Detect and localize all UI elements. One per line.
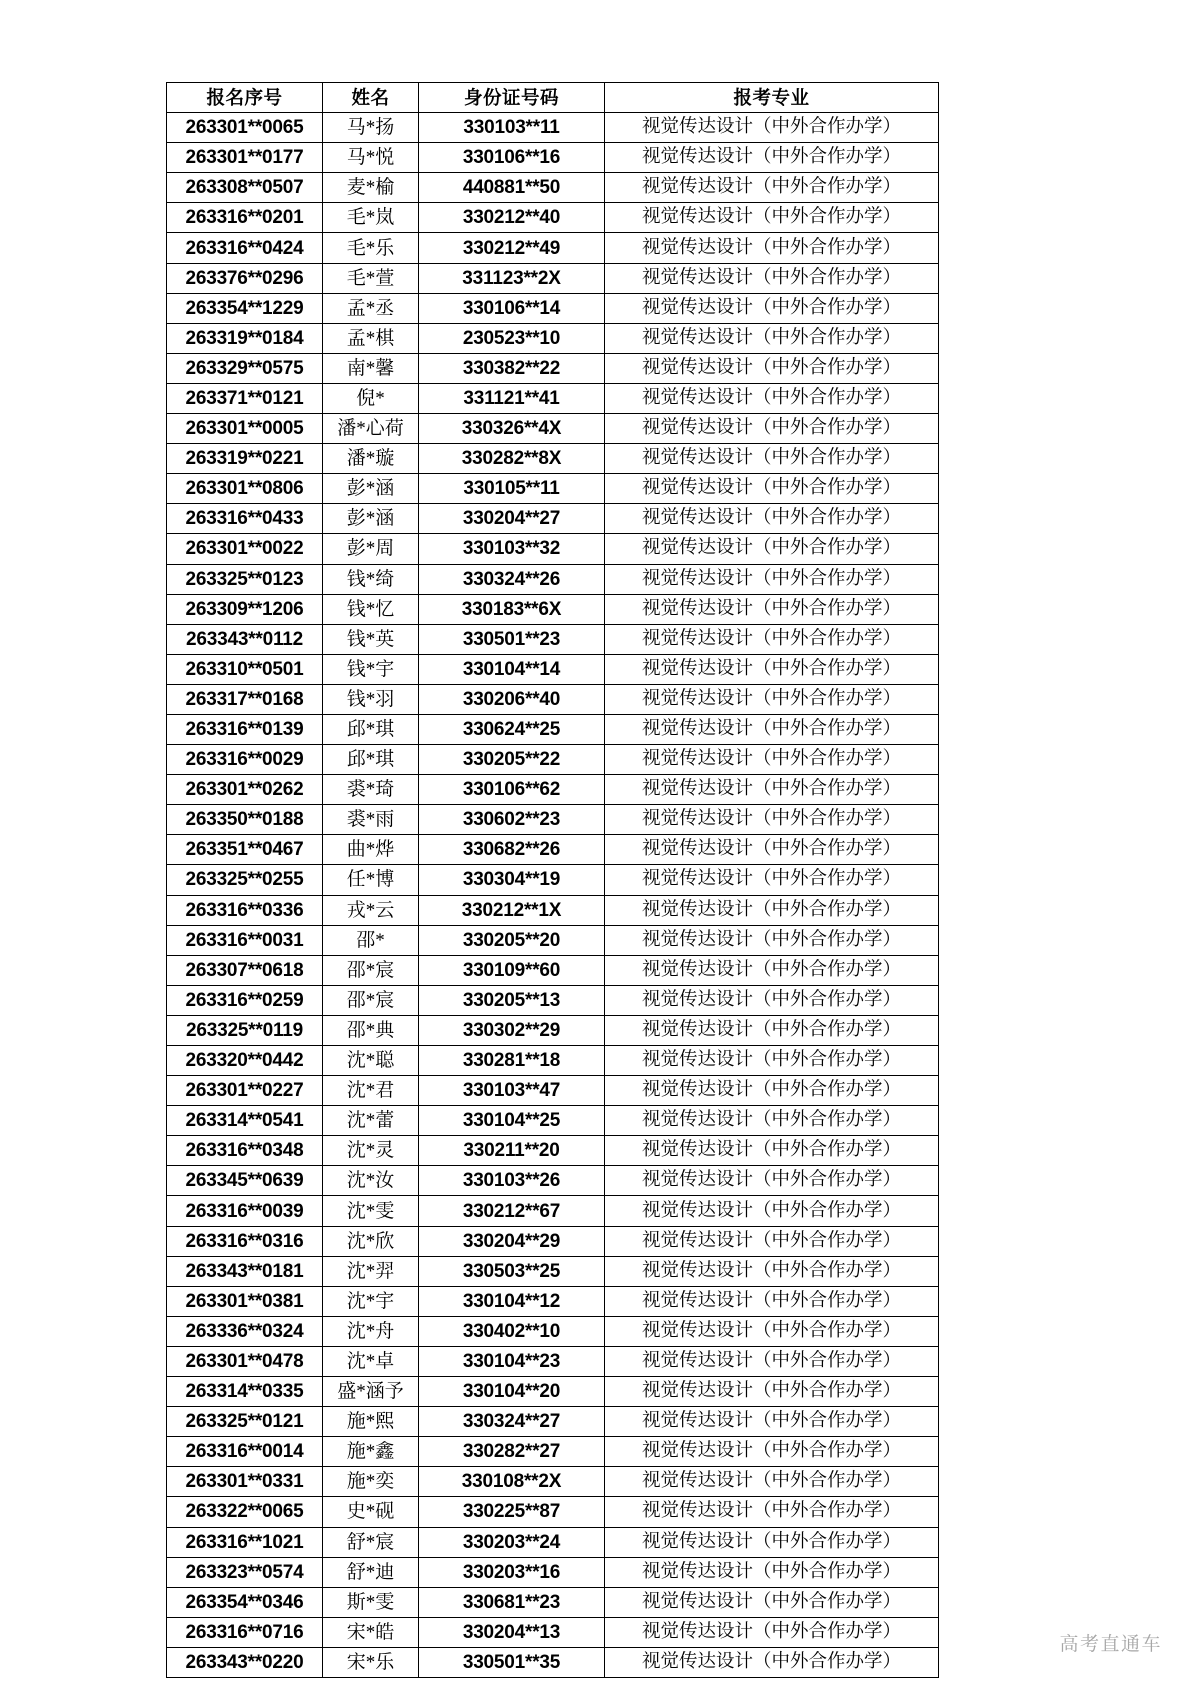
cell-applied-major: 视觉传达设计（中外合作办学） bbox=[605, 865, 939, 895]
cell-candidate-name: 邱*琪 bbox=[323, 714, 419, 744]
cell-id-number: 330103**47 bbox=[419, 1076, 605, 1106]
table-row bbox=[167, 1557, 939, 1587]
cell-candidate-name: 沈*聪 bbox=[323, 1046, 419, 1076]
cell-registration-number: 263308**0507 bbox=[167, 173, 323, 203]
cell-id-number: 330106**14 bbox=[419, 293, 605, 323]
cell-registration-number: 263309**1206 bbox=[167, 594, 323, 624]
table-row bbox=[167, 383, 939, 413]
cell-candidate-name: 曲*烨 bbox=[323, 835, 419, 865]
cell-candidate-name: 裘*雨 bbox=[323, 805, 419, 835]
table-row bbox=[167, 203, 939, 233]
cell-applied-major: 视觉传达设计（中外合作办学） bbox=[605, 1377, 939, 1407]
cell-id-number: 330104**12 bbox=[419, 1286, 605, 1316]
table-row bbox=[167, 1527, 939, 1557]
cell-applied-major: 视觉传达设计（中外合作办学） bbox=[605, 1046, 939, 1076]
cell-applied-major: 视觉传达设计（中外合作办学） bbox=[605, 775, 939, 805]
cell-candidate-name: 沈*灵 bbox=[323, 1136, 419, 1166]
table-row bbox=[167, 113, 939, 143]
cell-registration-number: 263301**0331 bbox=[167, 1467, 323, 1497]
cell-registration-number: 263376**0296 bbox=[167, 263, 323, 293]
cell-registration-number: 263316**0029 bbox=[167, 745, 323, 775]
table-row bbox=[167, 835, 939, 865]
cell-registration-number: 263343**0112 bbox=[167, 624, 323, 654]
column-header-major: 报考专业 bbox=[605, 83, 939, 113]
cell-registration-number: 263301**0478 bbox=[167, 1346, 323, 1376]
cell-id-number: 330212**1X bbox=[419, 895, 605, 925]
cell-candidate-name: 盛*涵予 bbox=[323, 1377, 419, 1407]
cell-candidate-name: 毛*岚 bbox=[323, 203, 419, 233]
cell-registration-number: 263301**0005 bbox=[167, 414, 323, 444]
cell-registration-number: 263316**0259 bbox=[167, 985, 323, 1015]
cell-candidate-name: 孟*棋 bbox=[323, 323, 419, 353]
cell-applied-major: 视觉传达设计（中外合作办学） bbox=[605, 1467, 939, 1497]
table-row bbox=[167, 504, 939, 534]
cell-id-number: 330324**26 bbox=[419, 564, 605, 594]
cell-applied-major: 视觉传达设计（中外合作办学） bbox=[605, 1527, 939, 1557]
cell-applied-major: 视觉传达设计（中外合作办学） bbox=[605, 323, 939, 353]
cell-id-number: 331123**2X bbox=[419, 263, 605, 293]
cell-registration-number: 263316**0716 bbox=[167, 1617, 323, 1647]
cell-applied-major: 视觉传达设计（中外合作办学） bbox=[605, 1166, 939, 1196]
cell-applied-major: 视觉传达设计（中外合作办学） bbox=[605, 564, 939, 594]
cell-registration-number: 263354**1229 bbox=[167, 293, 323, 323]
table-row bbox=[167, 474, 939, 504]
cell-id-number: 331121**41 bbox=[419, 383, 605, 413]
cell-candidate-name: 沈*羿 bbox=[323, 1256, 419, 1286]
cell-candidate-name: 宋*皓 bbox=[323, 1617, 419, 1647]
table-row bbox=[167, 564, 939, 594]
cell-id-number: 330212**67 bbox=[419, 1196, 605, 1226]
cell-applied-major: 视觉传达设计（中外合作办学） bbox=[605, 745, 939, 775]
cell-id-number: 330681**23 bbox=[419, 1587, 605, 1617]
table-row bbox=[167, 1497, 939, 1527]
cell-id-number: 330103**26 bbox=[419, 1166, 605, 1196]
cell-applied-major: 视觉传达设计（中外合作办学） bbox=[605, 263, 939, 293]
cell-id-number: 330501**35 bbox=[419, 1647, 605, 1677]
cell-id-number: 330225**87 bbox=[419, 1497, 605, 1527]
cell-applied-major: 视觉传达设计（中外合作办学） bbox=[605, 1106, 939, 1136]
cell-registration-number: 263336**0324 bbox=[167, 1316, 323, 1346]
cell-applied-major: 视觉传达设计（中外合作办学） bbox=[605, 203, 939, 233]
cell-id-number: 330282**27 bbox=[419, 1437, 605, 1467]
table-row bbox=[167, 1377, 939, 1407]
table-row bbox=[167, 1407, 939, 1437]
cell-applied-major: 视觉传达设计（中外合作办学） bbox=[605, 1286, 939, 1316]
cell-candidate-name: 沈*舟 bbox=[323, 1316, 419, 1346]
cell-registration-number: 263316**0201 bbox=[167, 203, 323, 233]
table-row bbox=[167, 1467, 939, 1497]
cell-id-number: 330501**23 bbox=[419, 624, 605, 654]
cell-registration-number: 263316**0316 bbox=[167, 1226, 323, 1256]
cell-registration-number: 263316**0433 bbox=[167, 504, 323, 534]
cell-candidate-name: 邱*琪 bbox=[323, 745, 419, 775]
table-row bbox=[167, 1587, 939, 1617]
table-row bbox=[167, 1226, 939, 1256]
cell-id-number: 330402**10 bbox=[419, 1316, 605, 1346]
cell-registration-number: 263316**0336 bbox=[167, 895, 323, 925]
cell-applied-major: 视觉传达设计（中外合作办学） bbox=[605, 534, 939, 564]
cell-id-number: 330682**26 bbox=[419, 835, 605, 865]
cell-registration-number: 263301**0262 bbox=[167, 775, 323, 805]
cell-registration-number: 263310**0501 bbox=[167, 654, 323, 684]
cell-registration-number: 263301**0022 bbox=[167, 534, 323, 564]
table-row bbox=[167, 414, 939, 444]
cell-applied-major: 视觉传达设计（中外合作办学） bbox=[605, 624, 939, 654]
cell-id-number: 330304**19 bbox=[419, 865, 605, 895]
table-row bbox=[167, 594, 939, 624]
table-row bbox=[167, 805, 939, 835]
cell-applied-major: 视觉传达设计（中外合作办学） bbox=[605, 1407, 939, 1437]
table-row bbox=[167, 293, 939, 323]
table-row bbox=[167, 1647, 939, 1677]
table-row bbox=[167, 775, 939, 805]
cell-candidate-name: 孟*丞 bbox=[323, 293, 419, 323]
table-header-row bbox=[167, 83, 939, 113]
table-row bbox=[167, 1346, 939, 1376]
cell-registration-number: 263301**0227 bbox=[167, 1076, 323, 1106]
cell-candidate-name: 潘*璇 bbox=[323, 444, 419, 474]
table-row bbox=[167, 955, 939, 985]
cell-registration-number: 263345**0639 bbox=[167, 1166, 323, 1196]
cell-candidate-name: 宋*乐 bbox=[323, 1647, 419, 1677]
cell-applied-major: 视觉传达设计（中外合作办学） bbox=[605, 504, 939, 534]
cell-registration-number: 263320**0442 bbox=[167, 1046, 323, 1076]
cell-applied-major: 视觉传达设计（中外合作办学） bbox=[605, 1437, 939, 1467]
cell-id-number: 330104**25 bbox=[419, 1106, 605, 1136]
cell-applied-major: 视觉传达设计（中外合作办学） bbox=[605, 1557, 939, 1587]
cell-candidate-name: 邵* bbox=[323, 925, 419, 955]
cell-candidate-name: 斯*雯 bbox=[323, 1587, 419, 1617]
cell-id-number: 330203**16 bbox=[419, 1557, 605, 1587]
cell-candidate-name: 施*熙 bbox=[323, 1407, 419, 1437]
cell-applied-major: 视觉传达设计（中外合作办学） bbox=[605, 1226, 939, 1256]
cell-registration-number: 263316**0031 bbox=[167, 925, 323, 955]
cell-candidate-name: 麦*榆 bbox=[323, 173, 419, 203]
cell-registration-number: 263354**0346 bbox=[167, 1587, 323, 1617]
cell-registration-number: 263301**0065 bbox=[167, 113, 323, 143]
cell-applied-major: 视觉传达设计（中外合作办学） bbox=[605, 805, 939, 835]
table-row bbox=[167, 1106, 939, 1136]
cell-applied-major: 视觉传达设计（中外合作办学） bbox=[605, 444, 939, 474]
cell-registration-number: 263351**0467 bbox=[167, 835, 323, 865]
cell-candidate-name: 史*砚 bbox=[323, 1497, 419, 1527]
cell-id-number: 330106**62 bbox=[419, 775, 605, 805]
cell-applied-major: 视觉传达设计（中外合作办学） bbox=[605, 143, 939, 173]
cell-candidate-name: 施*鑫 bbox=[323, 1437, 419, 1467]
table-row bbox=[167, 1286, 939, 1316]
cell-candidate-name: 钱*忆 bbox=[323, 594, 419, 624]
cell-candidate-name: 毛*乐 bbox=[323, 233, 419, 263]
table-row bbox=[167, 654, 939, 684]
cell-registration-number: 263329**0575 bbox=[167, 353, 323, 383]
roster-table bbox=[166, 82, 939, 1678]
cell-applied-major: 视觉传达设计（中外合作办学） bbox=[605, 594, 939, 624]
cell-applied-major: 视觉传达设计（中外合作办学） bbox=[605, 1346, 939, 1376]
cell-applied-major: 视觉传达设计（中外合作办学） bbox=[605, 654, 939, 684]
table-row bbox=[167, 745, 939, 775]
cell-id-number: 330104**20 bbox=[419, 1377, 605, 1407]
cell-candidate-name: 沈*宇 bbox=[323, 1286, 419, 1316]
cell-candidate-name: 彭*涵 bbox=[323, 474, 419, 504]
cell-id-number: 330203**24 bbox=[419, 1527, 605, 1557]
cell-id-number: 230523**10 bbox=[419, 323, 605, 353]
table-row bbox=[167, 1136, 939, 1166]
cell-candidate-name: 倪* bbox=[323, 383, 419, 413]
cell-id-number: 330212**49 bbox=[419, 233, 605, 263]
cell-candidate-name: 南*馨 bbox=[323, 353, 419, 383]
table-row bbox=[167, 925, 939, 955]
table-row bbox=[167, 173, 939, 203]
table-row bbox=[167, 1256, 939, 1286]
table-row bbox=[167, 263, 939, 293]
cell-registration-number: 263316**0014 bbox=[167, 1437, 323, 1467]
cell-candidate-name: 邵*宸 bbox=[323, 985, 419, 1015]
cell-id-number: 330302**29 bbox=[419, 1015, 605, 1045]
cell-id-number: 330503**25 bbox=[419, 1256, 605, 1286]
cell-registration-number: 263322**0065 bbox=[167, 1497, 323, 1527]
cell-applied-major: 视觉传达设计（中外合作办学） bbox=[605, 233, 939, 263]
cell-id-number: 330103**11 bbox=[419, 113, 605, 143]
column-header-id: 身份证号码 bbox=[419, 83, 605, 113]
table-row bbox=[167, 985, 939, 1015]
cell-applied-major: 视觉传达设计（中外合作办学） bbox=[605, 684, 939, 714]
table-row bbox=[167, 1316, 939, 1346]
cell-registration-number: 263301**0177 bbox=[167, 143, 323, 173]
cell-applied-major: 视觉传达设计（中外合作办学） bbox=[605, 1587, 939, 1617]
cell-registration-number: 263316**0424 bbox=[167, 233, 323, 263]
table-row bbox=[167, 714, 939, 744]
cell-registration-number: 263301**0806 bbox=[167, 474, 323, 504]
cell-candidate-name: 施*奕 bbox=[323, 1467, 419, 1497]
cell-applied-major: 视觉传达设计（中外合作办学） bbox=[605, 383, 939, 413]
cell-registration-number: 263314**0541 bbox=[167, 1106, 323, 1136]
cell-registration-number: 263319**0184 bbox=[167, 323, 323, 353]
cell-candidate-name: 戎*云 bbox=[323, 895, 419, 925]
cell-candidate-name: 沈*卓 bbox=[323, 1346, 419, 1376]
cell-registration-number: 263350**0188 bbox=[167, 805, 323, 835]
cell-registration-number: 263325**0123 bbox=[167, 564, 323, 594]
table-row bbox=[167, 353, 939, 383]
cell-id-number: 330104**23 bbox=[419, 1346, 605, 1376]
cell-applied-major: 视觉传达设计（中外合作办学） bbox=[605, 955, 939, 985]
table-row bbox=[167, 1437, 939, 1467]
cell-candidate-name: 毛*萱 bbox=[323, 263, 419, 293]
cell-candidate-name: 彭*周 bbox=[323, 534, 419, 564]
cell-candidate-name: 马*悦 bbox=[323, 143, 419, 173]
cell-candidate-name: 沈*汝 bbox=[323, 1166, 419, 1196]
cell-registration-number: 263316**0348 bbox=[167, 1136, 323, 1166]
cell-id-number: 330282**8X bbox=[419, 444, 605, 474]
cell-id-number: 330205**22 bbox=[419, 745, 605, 775]
cell-applied-major: 视觉传达设计（中外合作办学） bbox=[605, 1256, 939, 1286]
cell-candidate-name: 彭*涵 bbox=[323, 504, 419, 534]
cell-registration-number: 263325**0121 bbox=[167, 1407, 323, 1437]
table-row bbox=[167, 624, 939, 654]
cell-candidate-name: 沈*欣 bbox=[323, 1226, 419, 1256]
cell-id-number: 330326**4X bbox=[419, 414, 605, 444]
table-row bbox=[167, 1015, 939, 1045]
table-row bbox=[167, 1617, 939, 1647]
cell-applied-major: 视觉传达设计（中外合作办学） bbox=[605, 835, 939, 865]
cell-id-number: 330109**60 bbox=[419, 955, 605, 985]
cell-applied-major: 视觉传达设计（中外合作办学） bbox=[605, 1136, 939, 1166]
cell-id-number: 330204**27 bbox=[419, 504, 605, 534]
table-header bbox=[167, 83, 939, 113]
cell-candidate-name: 沈*蕾 bbox=[323, 1106, 419, 1136]
table-row bbox=[167, 143, 939, 173]
cell-id-number: 330106**16 bbox=[419, 143, 605, 173]
cell-id-number: 440881**50 bbox=[419, 173, 605, 203]
cell-registration-number: 263316**0139 bbox=[167, 714, 323, 744]
cell-id-number: 330105**11 bbox=[419, 474, 605, 504]
cell-applied-major: 视觉传达设计（中外合作办学） bbox=[605, 173, 939, 203]
cell-candidate-name: 邵*典 bbox=[323, 1015, 419, 1045]
cell-id-number: 330104**14 bbox=[419, 654, 605, 684]
cell-candidate-name: 任*博 bbox=[323, 865, 419, 895]
cell-candidate-name: 舒*宸 bbox=[323, 1527, 419, 1557]
cell-registration-number: 263325**0119 bbox=[167, 1015, 323, 1045]
cell-applied-major: 视觉传达设计（中外合作办学） bbox=[605, 1647, 939, 1677]
cell-registration-number: 263343**0220 bbox=[167, 1647, 323, 1677]
cell-candidate-name: 沈*君 bbox=[323, 1076, 419, 1106]
cell-applied-major: 视觉传达设计（中外合作办学） bbox=[605, 1497, 939, 1527]
cell-id-number: 330624**25 bbox=[419, 714, 605, 744]
cell-candidate-name: 潘*心荷 bbox=[323, 414, 419, 444]
roster-table-container bbox=[166, 82, 938, 1678]
cell-id-number: 330602**23 bbox=[419, 805, 605, 835]
cell-id-number: 330281**18 bbox=[419, 1046, 605, 1076]
cell-id-number: 330206**40 bbox=[419, 684, 605, 714]
cell-applied-major: 视觉传达设计（中外合作办学） bbox=[605, 985, 939, 1015]
cell-id-number: 330108**2X bbox=[419, 1467, 605, 1497]
cell-id-number: 330205**20 bbox=[419, 925, 605, 955]
cell-id-number: 330183**6X bbox=[419, 594, 605, 624]
cell-id-number: 330324**27 bbox=[419, 1407, 605, 1437]
column-header-name: 姓名 bbox=[323, 83, 419, 113]
cell-candidate-name: 钱*绮 bbox=[323, 564, 419, 594]
cell-applied-major: 视觉传达设计（中外合作办学） bbox=[605, 1617, 939, 1647]
cell-id-number: 330212**40 bbox=[419, 203, 605, 233]
table-row bbox=[167, 1196, 939, 1226]
cell-applied-major: 视觉传达设计（中外合作办学） bbox=[605, 895, 939, 925]
cell-registration-number: 263319**0221 bbox=[167, 444, 323, 474]
cell-applied-major: 视觉传达设计（中外合作办学） bbox=[605, 714, 939, 744]
watermark: 高考直通车 bbox=[1059, 1634, 1162, 1655]
cell-applied-major: 视觉传达设计（中外合作办学） bbox=[605, 1316, 939, 1346]
cell-id-number: 330204**29 bbox=[419, 1226, 605, 1256]
cell-candidate-name: 钱*宇 bbox=[323, 654, 419, 684]
cell-id-number: 330211**20 bbox=[419, 1136, 605, 1166]
cell-registration-number: 263371**0121 bbox=[167, 383, 323, 413]
cell-candidate-name: 钱*羽 bbox=[323, 684, 419, 714]
cell-candidate-name: 邵*宸 bbox=[323, 955, 419, 985]
cell-id-number: 330205**13 bbox=[419, 985, 605, 1015]
cell-candidate-name: 钱*英 bbox=[323, 624, 419, 654]
cell-candidate-name: 裘*琦 bbox=[323, 775, 419, 805]
cell-applied-major: 视觉传达设计（中外合作办学） bbox=[605, 353, 939, 383]
cell-id-number: 330103**32 bbox=[419, 534, 605, 564]
table-row bbox=[167, 444, 939, 474]
table-row bbox=[167, 323, 939, 353]
cell-applied-major: 视觉传达设计（中外合作办学） bbox=[605, 1196, 939, 1226]
cell-registration-number: 263314**0335 bbox=[167, 1377, 323, 1407]
table-row bbox=[167, 865, 939, 895]
cell-registration-number: 263316**0039 bbox=[167, 1196, 323, 1226]
cell-registration-number: 263325**0255 bbox=[167, 865, 323, 895]
cell-registration-number: 263307**0618 bbox=[167, 955, 323, 985]
table-row bbox=[167, 895, 939, 925]
cell-candidate-name: 舒*迪 bbox=[323, 1557, 419, 1587]
table-body bbox=[167, 113, 939, 1678]
cell-id-number: 330204**13 bbox=[419, 1617, 605, 1647]
cell-applied-major: 视觉传达设计（中外合作办学） bbox=[605, 1076, 939, 1106]
cell-registration-number: 263323**0574 bbox=[167, 1557, 323, 1587]
table-row bbox=[167, 1166, 939, 1196]
table-row bbox=[167, 1076, 939, 1106]
cell-applied-major: 视觉传达设计（中外合作办学） bbox=[605, 414, 939, 444]
cell-applied-major: 视觉传达设计（中外合作办学） bbox=[605, 925, 939, 955]
cell-registration-number: 263343**0181 bbox=[167, 1256, 323, 1286]
cell-applied-major: 视觉传达设计（中外合作办学） bbox=[605, 1015, 939, 1045]
table-row bbox=[167, 1046, 939, 1076]
cell-applied-major: 视觉传达设计（中外合作办学） bbox=[605, 113, 939, 143]
cell-registration-number: 263317**0168 bbox=[167, 684, 323, 714]
cell-registration-number: 263301**0381 bbox=[167, 1286, 323, 1316]
cell-candidate-name: 沈*雯 bbox=[323, 1196, 419, 1226]
table-row bbox=[167, 534, 939, 564]
cell-candidate-name: 马*扬 bbox=[323, 113, 419, 143]
cell-id-number: 330382**22 bbox=[419, 353, 605, 383]
column-header-seq: 报名序号 bbox=[167, 83, 323, 113]
table-row bbox=[167, 233, 939, 263]
cell-applied-major: 视觉传达设计（中外合作办学） bbox=[605, 474, 939, 504]
cell-applied-major: 视觉传达设计（中外合作办学） bbox=[605, 293, 939, 323]
table-row bbox=[167, 684, 939, 714]
cell-registration-number: 263316**1021 bbox=[167, 1527, 323, 1557]
